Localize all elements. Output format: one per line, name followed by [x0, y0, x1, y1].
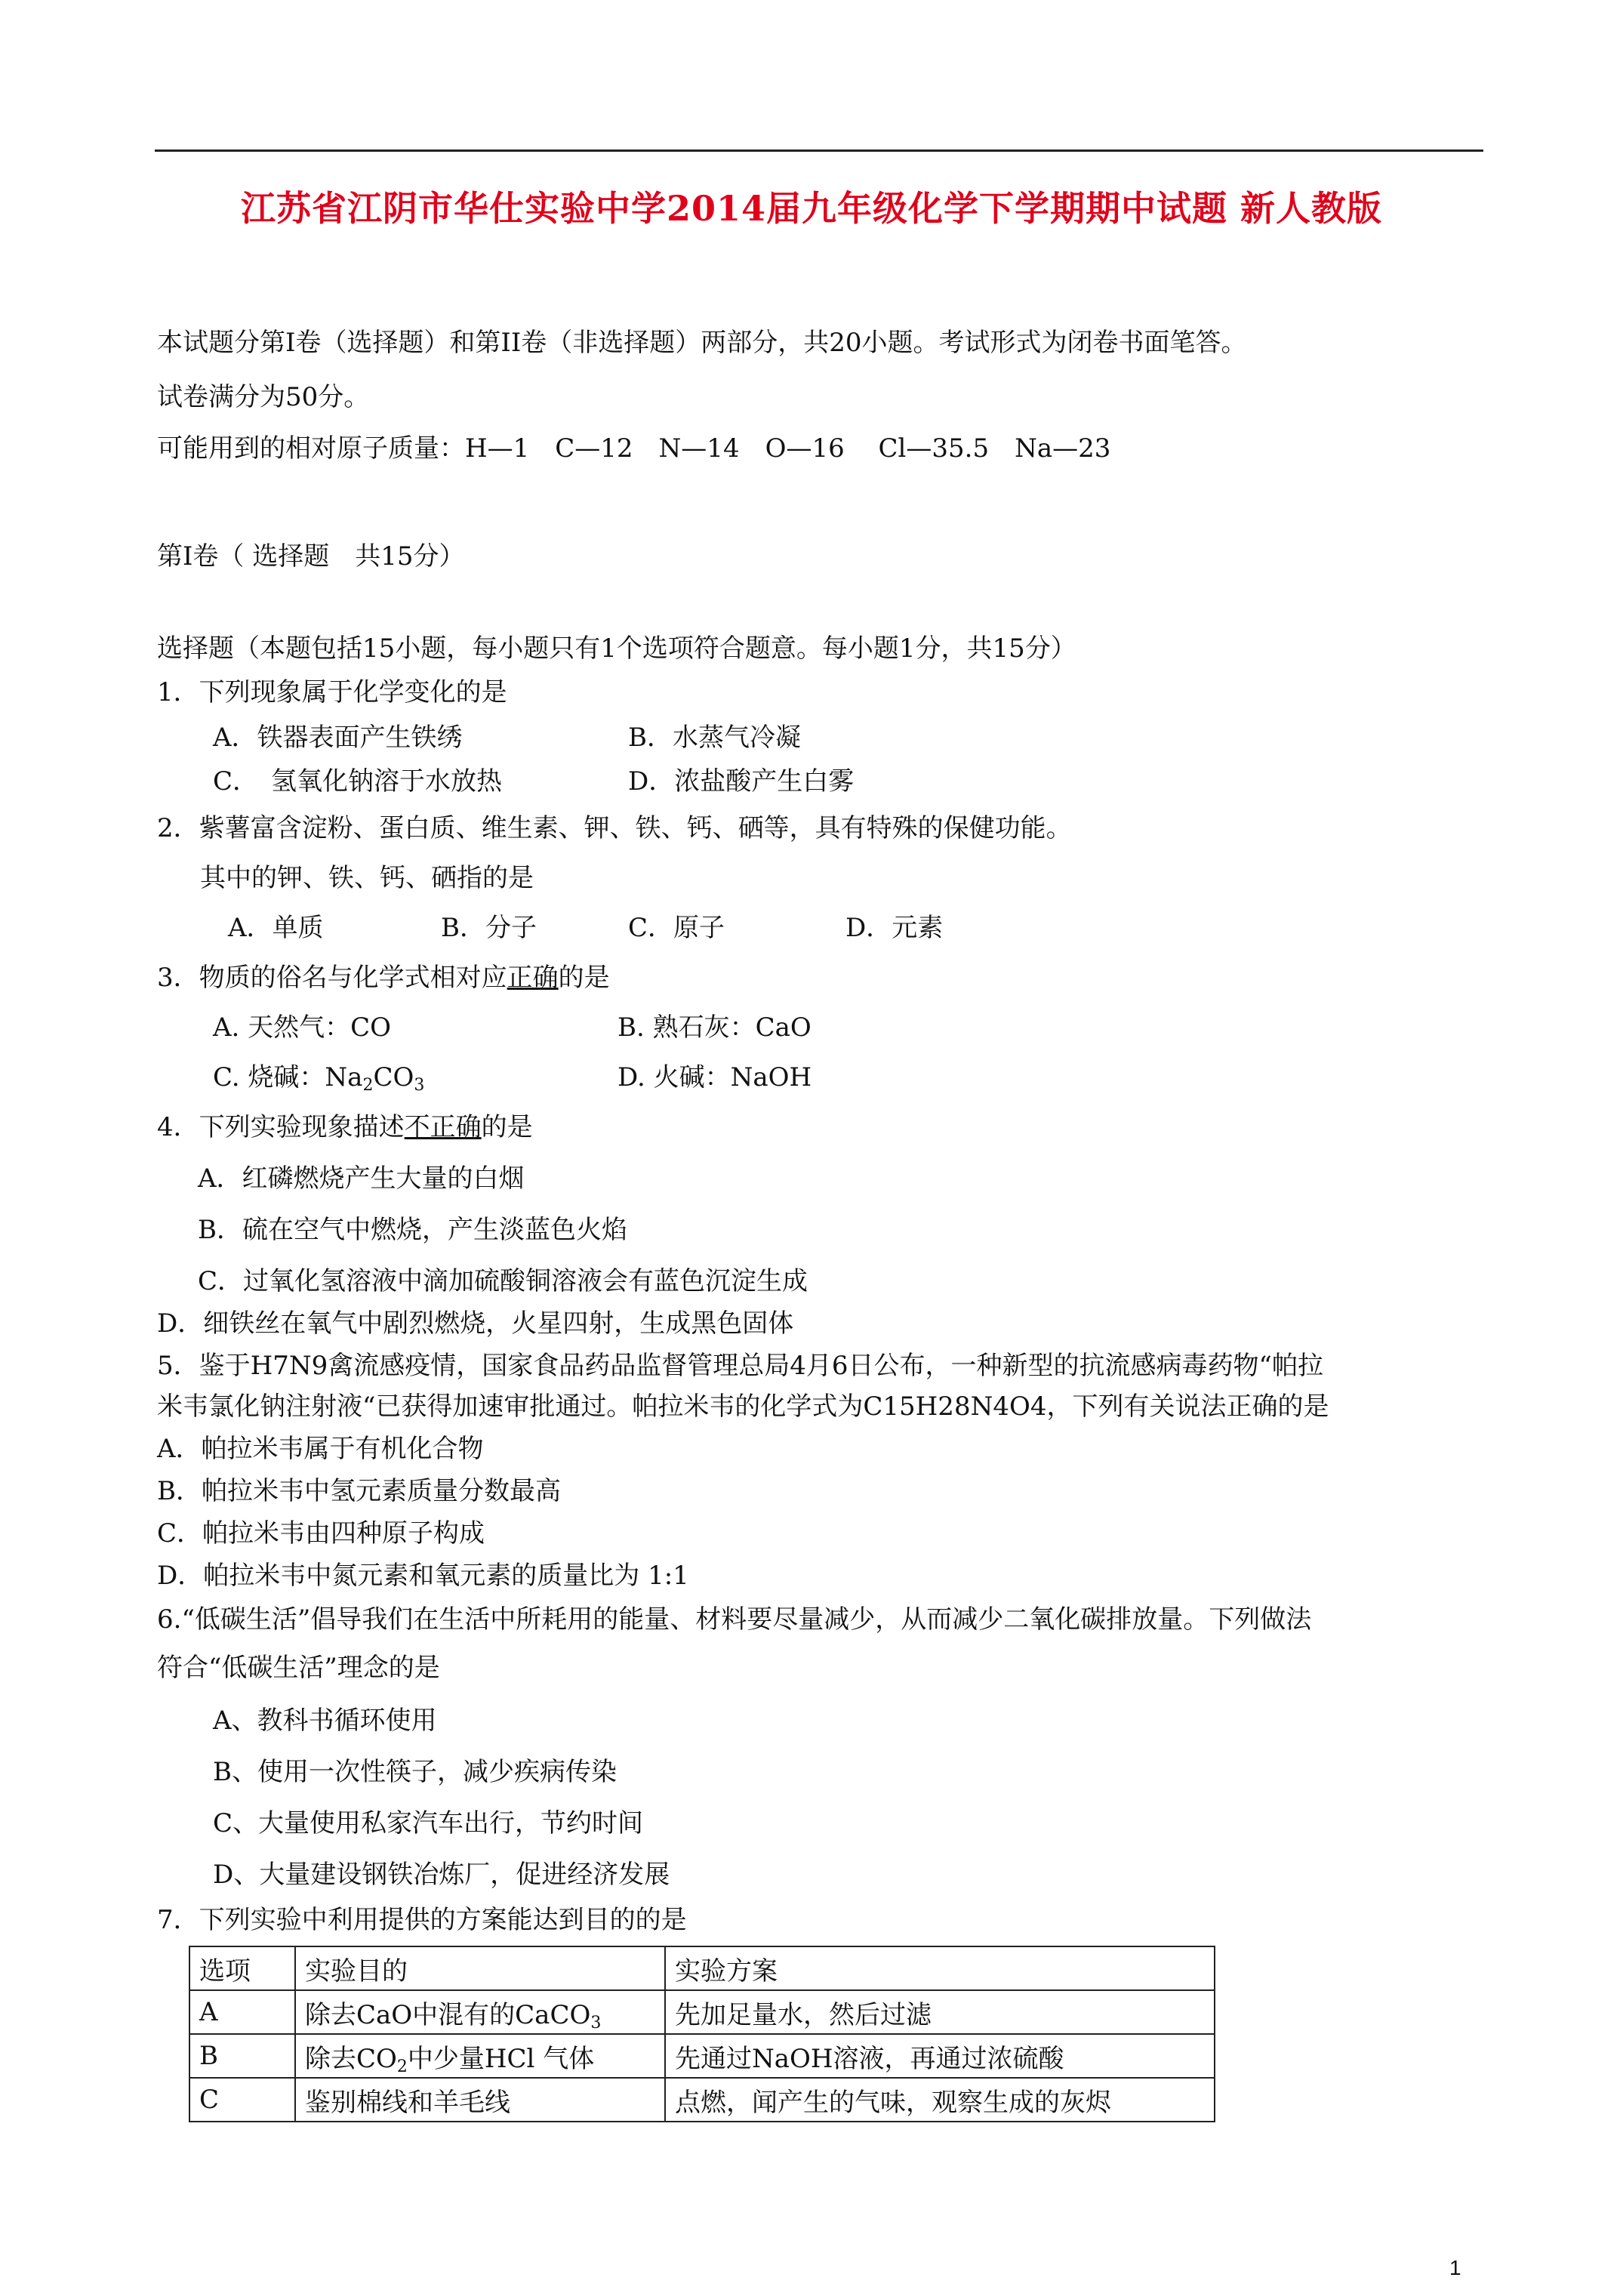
q5-stem-2: 米韦氯化钠注射液“已获得加速审批通过。帕拉米韦的化学式为C15H28N4O4，下列有关说法正确的是 [157, 1391, 1329, 1422]
table-header-option: 选项 [189, 1946, 295, 1990]
row-goal-text: 鉴别棉线和羊毛线 [305, 2087, 510, 2118]
header-rule [155, 149, 1483, 152]
q4-option-b: B．硫在空气中燃烧，产生淡蓝色火焰 [198, 1215, 627, 1245]
q6-stem: 6.“低碳生活”倡导我们在生活中所耗用的能量、材料要尽量减少，从而减少二氧化碳排放量。下列做法 [157, 1604, 1312, 1635]
table-header-plan: 实验方案 [665, 1946, 1215, 1990]
q3-option-c-sub2: 3 [414, 1076, 425, 1095]
q5-option-c: C．帕拉米韦由四种原子构成 [157, 1518, 485, 1549]
page-number: 1 [1449, 2256, 1461, 2279]
row-goal-sub: 3 [590, 2013, 602, 2032]
q3-option-c-mid: CO [373, 1062, 414, 1093]
q4-stem-post: 的是 [481, 1112, 533, 1142]
row-option: A [189, 1990, 295, 2034]
q4-option-d: D．细铁丝在氧气中剧烈燃烧，火星四射，生成黑色固体 [157, 1308, 794, 1339]
q3-stem [157, 965, 610, 991]
q3-option-c [213, 1062, 425, 1095]
row-plan: 点燃，闻产生的气味，观察生成的灰烬 [665, 2078, 1215, 2122]
section-instructions: 选择题（本题包括15小题，每小题只有1个选项符合题意。每小题1分，共15分） [157, 633, 1076, 664]
q3-option-c-pre: C. 烧碱：Na [213, 1062, 363, 1093]
table-row [189, 1990, 1215, 2034]
row-goal [295, 1990, 665, 2034]
q4-stem-pre: 4．下列实验现象描述 [157, 1112, 405, 1142]
q2-option-b: B．分子 [441, 913, 537, 943]
row-goal-text-post: 中少量HCl 气体 [407, 2043, 595, 2074]
row-option: C [189, 2078, 295, 2122]
q6-option-c: C、大量使用私家汽车出行，节约时间 [213, 1808, 644, 1838]
q2-option-c: C．原子 [628, 913, 725, 943]
q1-option-b: B．水蒸气冷凝 [628, 723, 801, 753]
table-row [189, 2034, 1215, 2078]
row-goal-text: 除去CaO中混有的CaCO [305, 1999, 591, 2030]
row-goal-sub: 2 [396, 2057, 408, 2076]
q3-option-c-sub1: 2 [362, 1076, 374, 1095]
q6-option-a: A、教科书循环使用 [213, 1706, 437, 1736]
row-option: B [189, 2034, 295, 2078]
table-header-row [189, 1946, 1215, 1990]
q1-stem: 1．下列现象属于化学变化的是 [157, 677, 507, 707]
q1-option-a: A．铁器表面产生铁绣 [213, 723, 463, 753]
q6-option-b: B、使用一次性筷子，减少疾病传染 [213, 1757, 617, 1787]
q1-option-c: C． 氢氧化钠溶于水放热 [213, 766, 503, 797]
q3-option-d: D. 火碱：NaOH [617, 1062, 812, 1093]
q4-stem [157, 1114, 533, 1140]
table-header-goal: 实验目的 [295, 1946, 665, 1990]
q2-stem: 2．紫薯富含淀粉、蛋白质、维生素、钾、铁、钙、硒等，具有特殊的保健功能。 [157, 813, 1072, 843]
q6-stem-2: 符合“低碳生活”理念的是 [157, 1653, 440, 1683]
q2-option-a: A．单质 [228, 913, 324, 943]
row-goal-text: 除去CO [305, 2043, 397, 2074]
q3-option-b: B. 熟石灰：CaO [617, 1012, 812, 1043]
q1-option-d: D．浓盐酸产生白雾 [628, 766, 855, 797]
section-heading: 第I卷（ 选择题 共15分） [157, 541, 465, 572]
table-row [189, 2078, 1215, 2122]
q6-option-d: D、大量建设钢铁冶炼厂，促进经济发展 [213, 1860, 670, 1890]
q3-stem-post: 的是 [558, 963, 610, 993]
q7-stem: 7．下列实验中利用提供的方案能达到目的的是 [157, 1905, 687, 1935]
q4-stem-emphasis: 不正确 [404, 1112, 482, 1142]
q3-stem-emphasis: 正确 [507, 963, 559, 993]
q3-stem-pre: 3．物质的俗名与化学式相对应 [157, 963, 507, 993]
q5-option-b: B．帕拉米韦中氢元素质量分数最高 [157, 1476, 561, 1506]
atomic-masses: 可能用到的相对原子质量：H—1 C—12 N—14 O—16 Cl—35.5 Na—23 [157, 433, 1111, 464]
q2-stem-2: 其中的钾、铁、钙、硒指的是 [200, 863, 534, 893]
intro-line-2: 试卷满分为50分。 [157, 382, 370, 412]
q3-option-a: A. 天然气：CO [213, 1012, 392, 1043]
document-title: 江苏省江阴市华仕实验中学2014届九年级化学下学期期中试题 新人教版 [240, 188, 1383, 229]
q5-option-a: A．帕拉米韦属于有机化合物 [157, 1434, 484, 1464]
q4-option-a: A．红磷燃烧产生大量的白烟 [198, 1163, 525, 1194]
row-goal [295, 2034, 665, 2078]
q5-option-d: D．帕拉米韦中氮元素和氧元素的质量比为 1:1 [157, 1561, 689, 1591]
q5-stem: 5．鉴于H7N9禽流感疫情，国家食品药品监督管理总局4月6日公布，一种新型的抗流感病毒药物“帕拉 [157, 1351, 1323, 1381]
row-goal [295, 2078, 665, 2122]
q4-option-c: C．过氧化氢溶液中滴加硫酸铜溶液会有蓝色沉淀生成 [198, 1266, 808, 1296]
intro-line-1: 本试题分第I卷（选择题）和第II卷（非选择题）两部分，共20小题。考试形式为闭卷书面笔答。 [157, 328, 1247, 358]
q2-option-d: D．元素 [845, 913, 944, 943]
q7-table [189, 1946, 1215, 2122]
row-plan: 先加足量水，然后过滤 [665, 1990, 1215, 2034]
row-plan: 先通过NaOH溶液，再通过浓硫酸 [665, 2034, 1215, 2078]
